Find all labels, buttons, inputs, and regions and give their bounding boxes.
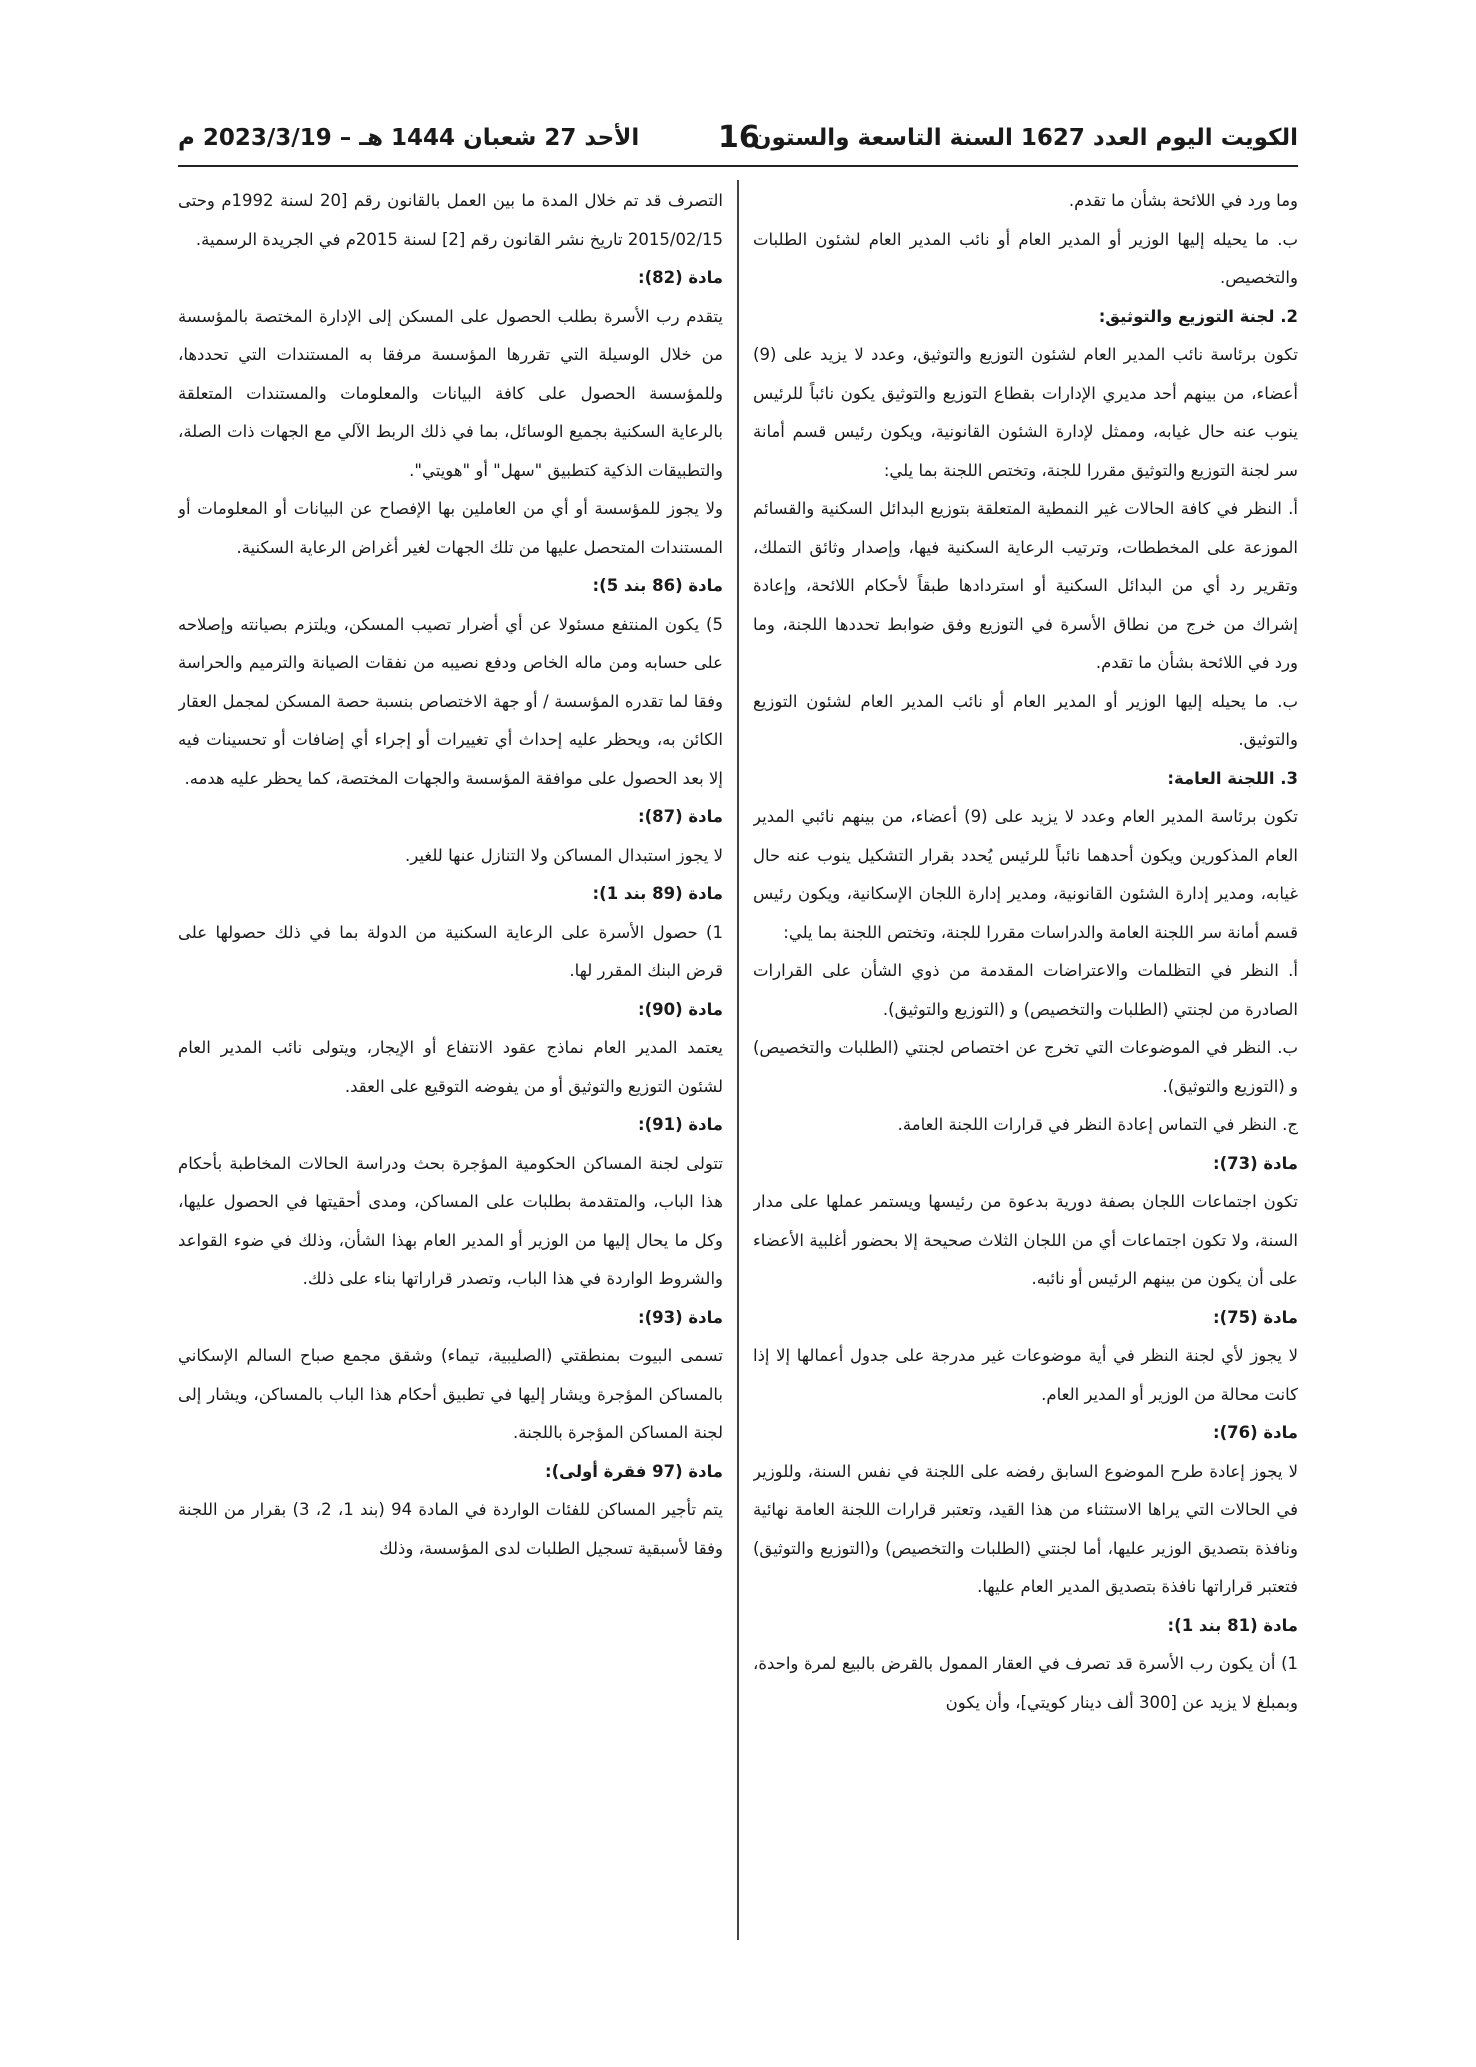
paragraph: لا يجوز لأي لجنة النظر في أية موضوعات غير مدرجة على جدول أعمالها إلا إذا كانت محالة من الوزير أو المدير العام. (753, 1346, 1298, 1404)
paragraph: ب. ما يحيله إليها الوزير أو المدير العام أو نائب المدير العام لشئون الطلبات والتخصيص. (753, 229, 1298, 287)
header-divider (178, 165, 1298, 167)
paragraph: لا يجوز إعادة طرح الموضوع السابق رفضه على اللجنة في نفس السنة، وللوزير في الحالات التي يراها الاستثناء من هذا القيد، وتعتبر قرارات اللجنة العامة نهائية ونافذة بتصديق الوزير عليها، أما لجنتي (الطلبات والتخصيص) و(التوزيع والتوثيق) فتعتبر قراراتها نافذة بتصديق المدير العام عليها. (753, 1461, 1298, 1596)
issue-date: الأحد 27 شعبان 1444 هـ – 2023/3/19 م (178, 125, 640, 151)
paragraph: يتقدم رب الأسرة بطلب الحصول على المسكن إلى الإدارة المختصة بالمؤسسة من خلال الوسيلة التي تقررها المؤسسة مرفقا به المستندات التي تحددها، وللمؤسسة الحصول على كافة البيانات والمعلومات والمستندات المتعلقة بالرعاية السكنية بجميع الوسائل، بما في ذلك الربط الآلي مع الجهات ذات الصلة، والتطبيقات الذكية كتطبيق "سهل" أو "هويتي". (178, 306, 723, 480)
article-heading: مادة (91): (637, 1115, 723, 1134)
article-heading: مادة (86 بند 5): (592, 576, 723, 595)
right-column (753, 182, 1298, 1942)
paragraph: 5) يكون المنتفع مسئولا عن أي أضرار تصيب المسكن، ويلتزم بصيانته وإصلاحه على حسابه ومن ماله الخاص ودفع نصيبه من نفقات الصيانة والترميم والحراسة وفقا لما تقدره المؤسسة / أو جهة الاختصاص بنسبة حصة المسكن لمجمل العقار الكائن به، ويحظر عليه إحداث أي تغييرات أو إجراء أي إضافات أو تحسينات فيه إلا بعد الحصول على موافقة المؤسسة والجهات المختصة، كما يحظر عليه هدمه. (178, 614, 723, 788)
paragraph: ولا يجوز للمؤسسة أو أي من العاملين بها الإفصاح عن البيانات أو المعلومات أو المستندات المتحصل عليها من تلك الجهات لغير أغراض الرعاية السكنية. (178, 499, 723, 557)
page-header (178, 118, 1298, 158)
article-heading: مادة (89 بند 1): (592, 884, 723, 903)
article-heading: 3. اللجنة العامة: (1167, 768, 1298, 788)
article-heading: مادة (73): (1212, 1153, 1298, 1173)
article-heading: مادة (90): (637, 999, 723, 1019)
page-number: 16 (718, 120, 760, 155)
paragraph: 1) أن يكون رب الأسرة قد تصرف في العقار الممول بالقرض بالبيع لمرة واحدة، وبمبلغ لا يزيد عن [300 ألف دينار كويتي]، وأن يكون (753, 1654, 1298, 1712)
paragraph: ج. النظر في التماس إعادة النظر في قرارات اللجنة العامة. (897, 1115, 1298, 1134)
article-heading: مادة (87): (637, 807, 723, 826)
paragraph: أ. النظر في التظلمات والاعتراضات المقدمة من ذوي الشأن على القرارات الصادرة من لجنتي (الطلبات والتخصيص) و (التوزيع والتوثيق). (753, 961, 1298, 1019)
column-divider (737, 180, 739, 1940)
paragraph: تسمى البيوت بمنطقتي (الصليبية، تيماء) وشقق مجمع صباح السالم الإسكاني بالمساكن المؤجرة ويشار إليها في تطبيق أحكام هذا الباب بالمساكن، ويشار إلى لجنة المساكن المؤجرة باللجنة. (178, 1346, 723, 1442)
paragraph: تكون برئاسة نائب المدير العام لشئون التوزيع والتوثيق، وعدد لا يزيد على (9) أعضاء، من بينهم أحد مديري الإدارات بقطاع التوزيع والتوثيق يكون نائباً للرئيس ينوب عنه حال غيابه، وممثل لإدارة الشئون القانونية، ويكون رئيس قسم أمانة سر لجنة التوزيع والتوثيق مقررا للجنة، وتختص اللجنة بما يلي: (753, 345, 1298, 480)
paragraph: تكون برئاسة المدير العام وعدد لا يزيد على (9) أعضاء، من بينهم نائبي المدير العام المذكورين ويكون أحدهما نائباً للرئيس يُحدد بقرار التشكيل ينوب عنه حال غيابه، ومدير إدارة الشئون القانونية، ومدير إدارة اللجان الإسكانية، ويكون رئيس قسم أمانة سر اللجنة العامة والدراسات مقررا للجنة، وتختص اللجنة بما يلي: (753, 807, 1298, 942)
paragraph: 1) حصول الأسرة على الرعاية السكنية من الدولة بما في ذلك حصولها على قرض البنك المقرر لها. (178, 922, 723, 980)
paragraph: يعتمد المدير العام نماذج عقود الانتفاع أو الإيجار، ويتولى نائب المدير العام لشئون التوزيع والتوثيق أو من يفوضه التوقيع على العقد. (178, 1038, 723, 1096)
article-heading: مادة (81 بند 1): (1167, 1615, 1298, 1635)
paragraph: تتولى لجنة المساكن الحكومية المؤجرة بحث ودراسة الحالات المخاطبة بأحكام هذا الباب، والمتقدمة بطلبات على المساكن، ومدى أحقيتها في الحصول عليها، وكل ما يحال إليها من الوزير أو المدير العام بهذا الشأن، وذلك في ضوء القواعد والشروط الواردة في هذا الباب، وتصدر قراراتها بناء على ذلك. (178, 1153, 723, 1288)
article-heading: مادة (93): (637, 1307, 723, 1327)
article-heading: مادة (75): (1212, 1307, 1298, 1327)
paragraph: التصرف قد تم خلال المدة ما بين العمل بالقانون رقم [20 لسنة 1992م وحتى 2015/02/15 تاريخ نشر القانون رقم [2] لسنة 2015م في الجريدة الرسمية. (178, 191, 723, 249)
paragraph: ب. ما يحيله إليها الوزير أو المدير العام أو نائب المدير العام لشئون التوزيع والتوثيق. (753, 691, 1298, 749)
paragraph: ب. النظر في الموضوعات التي تخرج عن اختصاص لجنتي (الطلبات والتخصيص) و (التوزيع والتوثيق). (753, 1038, 1298, 1096)
left-column (178, 182, 723, 1942)
article-heading: مادة (76): (1212, 1423, 1298, 1442)
paragraph: أ. النظر في كافة الحالات غير النمطية المتعلقة بتوزيع البدائل السكنية والقسائم الموزعة على المخططات، وترتيب الرعاية السكنية فيها، وإصدار وثائق التملك، وتقرير رد أي من البدائل السكنية أو استردادها طبقاً لأحكام اللائحة، وإعادة إشراك من خرج من نطاق الأسرة في التوزيع وفق ضوابط تحددها اللجنة، وما ورد في اللائحة بشأن ما تقدم. (753, 499, 1298, 672)
article-heading: مادة (97 فقرة أولى): (545, 1461, 723, 1481)
paragraph: لا يجوز استبدال المساكن ولا التنازل عنها للغير. (405, 845, 723, 865)
article-heading: مادة (82): (637, 268, 723, 287)
paragraph: يتم تأجير المساكن للفئات الواردة في المادة 94 (بند 1، 2، 3) بقرار من اللجنة وفقا لأسبقية تسجيل الطلبات لدى المؤسسة، وذلك (178, 1500, 723, 1558)
publication-info: الكويت اليوم العدد 1627 السنة التاسعة والستون (751, 125, 1298, 151)
paragraph: وما ورد في اللائحة بشأن ما تقدم. (1068, 191, 1298, 210)
article-heading: 2. لجنة التوزيع والتوثيق: (1098, 306, 1298, 326)
paragraph: تكون اجتماعات اللجان بصفة دورية بدعوة من رئيسها ويستمر عملها على مدار السنة، ولا تكون اجتماعات أي من اللجان الثلاث صحيحة إلا بحضور أغلبية الأعضاء على أن يكون من بينهم الرئيس أو نائبه. (753, 1192, 1298, 1288)
